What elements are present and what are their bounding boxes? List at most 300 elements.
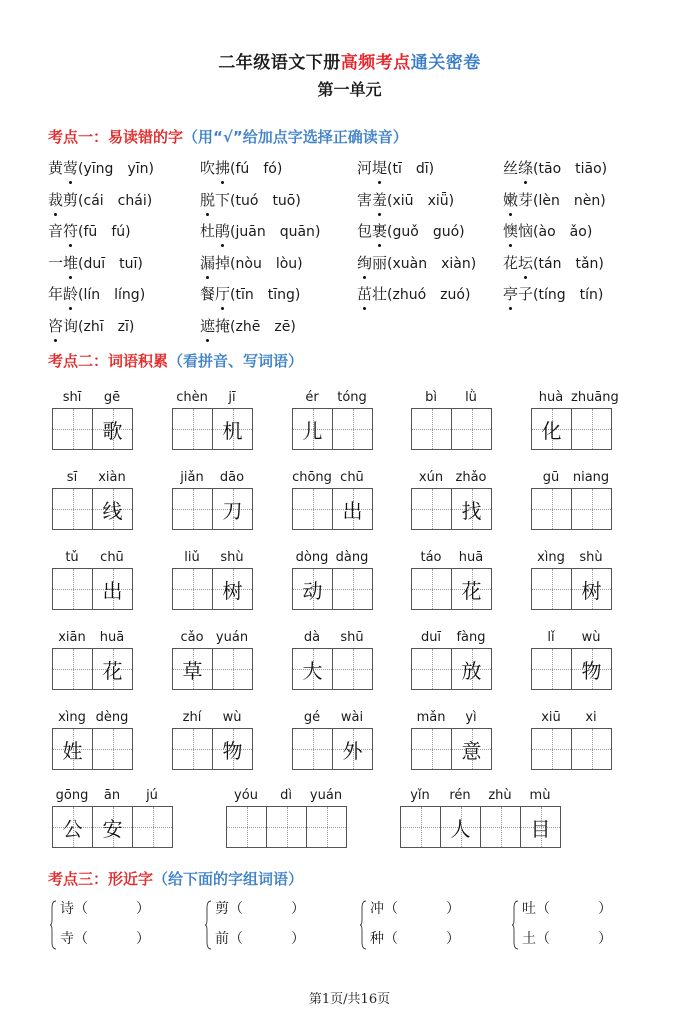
pinyin: zhuāng <box>571 390 619 405</box>
title-highlight-red: 高频考点 <box>340 53 411 73</box>
pinyin-option-1[interactable]: zhē <box>235 318 261 335</box>
pinyin: xiàn <box>98 470 126 485</box>
pinyin: tǔ <box>65 550 79 565</box>
word-writing-box <box>52 710 133 770</box>
writing-cell[interactable] <box>213 649 252 689</box>
writing-cell[interactable] <box>481 807 521 847</box>
writing-cell[interactable] <box>401 807 441 847</box>
pinyin-option-2[interactable]: tīng <box>267 287 295 303</box>
pinyin-row <box>226 788 347 806</box>
given-char: 找 <box>461 498 482 523</box>
word-writing-box <box>292 710 373 770</box>
pinyin-option-2[interactable]: líng <box>114 287 140 303</box>
writing-cell[interactable] <box>293 409 333 449</box>
writing-cell[interactable] <box>173 569 213 609</box>
word-line-bottom[interactable] <box>522 928 612 948</box>
word-line-top[interactable] <box>60 898 150 918</box>
pinyin-option-1[interactable]: yīng <box>83 161 114 177</box>
pinyin-option-2[interactable]: xiǖ <box>427 192 449 209</box>
char-bottom: 种（ <box>370 931 398 947</box>
writing-cell[interactable] <box>93 649 132 689</box>
pinyin-row <box>411 550 492 568</box>
pinyin-option-1[interactable]: tāo <box>538 161 562 177</box>
writing-cell[interactable] <box>213 489 252 529</box>
writing-cell[interactable] <box>213 409 252 449</box>
given-char: 草 <box>182 658 203 683</box>
writing-cell[interactable] <box>532 649 572 689</box>
writing-cell[interactable] <box>572 649 611 689</box>
pinyin: yóu <box>234 788 258 803</box>
char-1: 一 <box>48 253 64 272</box>
word <box>48 283 78 304</box>
given-char: 儿 <box>302 418 323 443</box>
pinyin-option-2[interactable]: ǎo <box>569 224 587 240</box>
given-char: 放 <box>461 658 482 683</box>
word-line-top[interactable] <box>215 898 305 918</box>
writing-cell[interactable] <box>293 489 333 529</box>
writing-cell[interactable] <box>173 729 213 769</box>
char-1: 吹 <box>200 159 216 177</box>
char-1: 亭 <box>503 285 519 303</box>
writing-cell[interactable] <box>333 409 372 449</box>
writing-cell[interactable] <box>133 807 172 847</box>
tianzige-cells <box>411 568 492 610</box>
pinyin: huā <box>458 550 484 565</box>
pinyin-option-2[interactable]: tuō <box>272 192 296 209</box>
tianzige-cells <box>292 568 373 610</box>
similar-char-pair <box>360 898 490 956</box>
given-char: 树 <box>222 578 243 603</box>
pinyin-option-1[interactable]: zhuó <box>392 287 427 303</box>
title-highlight-blue: 通关密卷 <box>410 53 481 73</box>
writing-cell[interactable] <box>532 489 572 529</box>
char-1: 裁 <box>48 190 64 209</box>
pinyin: xiū <box>541 710 561 725</box>
word-line-bottom[interactable] <box>215 928 305 948</box>
word-writing-box <box>531 390 619 450</box>
paren-close: ） <box>291 901 305 917</box>
char-2: 壮 <box>372 285 388 303</box>
pinyin-row <box>411 710 492 728</box>
writing-cell[interactable] <box>333 489 372 529</box>
word-writing-box <box>292 630 373 690</box>
pinyin-choice-item: 杜鹃(juān quān) <box>200 222 321 240</box>
pinyin-option-2[interactable]: tín <box>579 287 598 303</box>
pinyin-option-2[interactable]: xiàn <box>441 255 471 272</box>
given-char: 花 <box>102 658 123 683</box>
pinyin-option-2[interactable]: tǎn <box>575 255 599 272</box>
pinyin-row <box>531 710 612 728</box>
writing-cell[interactable] <box>572 409 611 449</box>
pinyin-choice-item: 漏掉(nòu lòu) <box>200 253 303 272</box>
pinyin-option-1[interactable]: tuó <box>235 192 259 209</box>
writing-cell[interactable] <box>293 569 333 609</box>
pinyin: chōng <box>292 470 332 485</box>
writing-cell[interactable] <box>173 649 213 689</box>
pinyin: gōng <box>55 788 89 803</box>
pinyin-option-1[interactable]: xuàn <box>392 255 428 272</box>
word <box>357 220 387 241</box>
writing-cell[interactable] <box>412 409 452 449</box>
char-1: 包 <box>357 222 373 240</box>
word <box>200 315 230 336</box>
pinyin-row <box>292 710 373 728</box>
pinyin: dà <box>303 630 321 645</box>
writing-cell[interactable] <box>93 489 132 529</box>
pinyin-row <box>172 710 253 728</box>
word-writing-box <box>292 470 373 530</box>
writing-cell[interactable] <box>93 409 132 449</box>
pinyin-option-2[interactable]: zuó <box>440 287 465 303</box>
page-number: 第1页/共16页 <box>308 992 391 1007</box>
pinyin: huā <box>99 630 125 645</box>
word-writing-box <box>172 390 253 450</box>
given-char: 刀 <box>222 498 243 523</box>
tianzige-cells <box>52 568 133 610</box>
pinyin-option-1[interactable]: tī <box>392 161 402 177</box>
title-main: 二年级语文下册 <box>218 53 341 73</box>
pinyin: duī <box>420 630 442 645</box>
pinyin-option-1[interactable]: duī <box>83 255 106 272</box>
writing-cell[interactable] <box>53 729 93 769</box>
writing-cell[interactable] <box>307 807 346 847</box>
writing-cell[interactable] <box>93 729 132 769</box>
char-2: 厅 <box>215 285 231 303</box>
pinyin-choice-item: 音符(fū fú) <box>48 222 131 240</box>
pinyin-option-1[interactable]: xiū <box>392 192 414 209</box>
word <box>357 189 387 210</box>
word <box>200 283 230 304</box>
tianzige-cells <box>411 648 492 690</box>
word-writing-box <box>172 630 253 690</box>
writing-cell[interactable] <box>452 409 491 449</box>
pinyin-row <box>292 550 373 568</box>
pinyin-row <box>52 470 133 488</box>
pinyin-option-2[interactable]: guó <box>432 224 460 240</box>
char-1: 黄 <box>48 159 64 177</box>
pinyin-option-1[interactable]: tīn <box>235 287 254 303</box>
section1-instruction: （用“√”给加点字选择正确读音） <box>183 128 408 146</box>
writing-cell[interactable] <box>333 649 372 689</box>
pinyin-option-1[interactable]: guǒ <box>392 224 419 240</box>
char-top: 吐（ <box>522 901 550 917</box>
tianzige-cells <box>411 728 492 770</box>
paren-close: ） <box>446 931 460 947</box>
pinyin-option-1[interactable]: ào <box>538 224 556 240</box>
pinyin-option-1[interactable]: lín <box>83 287 101 303</box>
char-1: 咨 <box>48 316 64 335</box>
word <box>503 157 533 178</box>
writing-cell[interactable] <box>412 649 452 689</box>
char-1: 年 <box>48 285 64 303</box>
pinyin-row <box>52 710 133 728</box>
given-char: 公 <box>62 816 83 841</box>
pinyin-option-1[interactable]: tíng <box>538 287 566 303</box>
pinyin: shī <box>62 390 82 405</box>
word-line-bottom[interactable] <box>60 928 150 948</box>
writing-cell[interactable] <box>412 729 452 769</box>
pinyin-choice-item: 懊恼(ào ǎo) <box>503 222 593 240</box>
pinyin-choice-item: 嫩芽(lèn nèn) <box>503 190 606 209</box>
pinyin-row <box>172 470 253 488</box>
pinyin-option-1[interactable]: juān <box>235 224 266 240</box>
tianzige-cells <box>52 728 133 770</box>
char-2: 莺 <box>63 159 79 177</box>
writing-cell[interactable] <box>441 807 481 847</box>
writing-cell[interactable] <box>333 729 372 769</box>
writing-cell[interactable] <box>53 409 93 449</box>
pinyin-option-2[interactable]: chái <box>117 192 147 209</box>
pinyin: dòng <box>295 550 329 565</box>
writing-cell[interactable] <box>267 807 307 847</box>
writing-cell[interactable] <box>572 729 611 769</box>
given-char: 花 <box>461 578 482 603</box>
writing-cell[interactable] <box>293 649 333 689</box>
section2-instruction: （看拼音、写词语） <box>168 352 304 370</box>
pinyin-row <box>52 788 173 806</box>
pinyin: gé <box>303 710 321 725</box>
pinyin: xún <box>418 470 444 485</box>
pinyin: shù <box>220 550 244 565</box>
char-1: 绚 <box>357 253 373 272</box>
char-1: 音 <box>48 222 64 240</box>
word <box>503 252 533 273</box>
paren-close: ） <box>136 931 150 947</box>
word-line-top[interactable] <box>522 898 612 918</box>
word <box>200 189 230 210</box>
writing-cell[interactable] <box>452 489 491 529</box>
char-2: 堤 <box>372 159 388 177</box>
pinyin-choice-item: 一堆(duī tuī) <box>48 253 143 272</box>
writing-cell[interactable] <box>572 569 611 609</box>
pinyin-option-2[interactable]: tiāo <box>575 161 602 177</box>
char-top: 诗（ <box>60 901 88 917</box>
tianzige-cells <box>400 806 561 848</box>
similar-char-pair <box>512 898 642 956</box>
writing-cell[interactable] <box>53 489 93 529</box>
given-char: 出 <box>102 578 123 603</box>
pinyin-option-1[interactable]: fū <box>83 224 98 240</box>
writing-cell[interactable] <box>93 807 133 847</box>
word-writing-box <box>531 470 612 530</box>
given-char: 大 <box>302 658 323 683</box>
char-2: 恼 <box>518 222 534 240</box>
given-char: 物 <box>581 658 602 683</box>
writing-cell[interactable] <box>333 569 372 609</box>
pinyin-choice-item: 花坛(tán tǎn) <box>503 253 604 272</box>
pinyin-option-1[interactable]: zhī <box>83 318 104 335</box>
char-2: 剪 <box>63 190 79 209</box>
pinyin-option-2[interactable]: fú <box>111 224 126 240</box>
pinyin: wù <box>581 630 601 645</box>
pinyin-choice-item: 咨询(zhī zī) <box>48 316 135 335</box>
pinyin-row <box>531 630 612 648</box>
writing-cell[interactable] <box>293 729 333 769</box>
char-1: 丝 <box>503 159 519 177</box>
writing-cell[interactable] <box>452 649 491 689</box>
pinyin-choice-item: 河堤(tī dī) <box>357 159 435 177</box>
char-2: 坛 <box>518 253 534 272</box>
given-char: 出 <box>342 498 363 523</box>
pinyin-choice-item: 丝绦(tāo tiāo) <box>503 159 608 177</box>
paren-close: ） <box>598 931 612 947</box>
pinyin-option-2[interactable]: nèn <box>573 192 601 209</box>
char-1: 河 <box>357 159 373 177</box>
writing-cell[interactable] <box>412 569 452 609</box>
pinyin: yì <box>465 710 477 725</box>
writing-cell[interactable] <box>412 489 452 529</box>
pinyin-row <box>172 390 253 408</box>
pinyin: lǜ <box>465 390 477 405</box>
tianzige-cells <box>52 488 133 530</box>
writing-cell[interactable] <box>532 729 572 769</box>
pinyin: tóng <box>337 390 367 405</box>
writing-cell[interactable] <box>173 409 213 449</box>
pinyin-choice-item: 害羞(xiū xiǖ) <box>357 190 455 209</box>
pinyin: ér <box>305 390 319 405</box>
char-1: 餐 <box>200 285 216 303</box>
word-writing-box <box>226 788 347 848</box>
writing-cell[interactable] <box>93 569 132 609</box>
pinyin: xìng <box>58 710 86 725</box>
pinyin-option-2[interactable]: dī <box>415 161 429 177</box>
pinyin: lǐ <box>547 630 555 645</box>
writing-cell[interactable] <box>213 729 252 769</box>
pinyin: sī <box>66 470 78 485</box>
pinyin-choice-item: 脱下(tuó tuō) <box>200 190 301 209</box>
pinyin-option-2[interactable]: zī <box>117 318 129 335</box>
brace-icon <box>360 900 366 950</box>
pinyin-option-2[interactable]: fó <box>263 161 277 177</box>
word-writing-box <box>172 470 253 530</box>
pinyin-choice-item: 吹拂(fú fó) <box>200 159 283 177</box>
pinyin-choice-item: 餐厅(tīn tīng) <box>200 285 301 303</box>
brace-icon <box>50 900 56 950</box>
pinyin-choice-item: 年龄(lín líng) <box>48 285 146 303</box>
tianzige-cells <box>172 568 253 610</box>
writing-cell[interactable] <box>53 807 93 847</box>
word <box>48 220 78 241</box>
tianzige-cells <box>172 728 253 770</box>
pinyin-row <box>531 470 612 488</box>
pinyin-option-1[interactable]: cái <box>83 192 104 209</box>
pinyin-option-1[interactable]: tán <box>538 255 562 272</box>
char-bottom: 土（ <box>522 931 550 947</box>
word-writing-box <box>292 550 373 610</box>
writing-cell[interactable] <box>53 569 93 609</box>
char-2: 龄 <box>63 285 79 303</box>
tianzige-cells <box>531 648 612 690</box>
similar-char-pair <box>205 898 335 956</box>
given-char: 动 <box>302 578 323 603</box>
unit-title: 第一单元 <box>317 80 382 99</box>
writing-cell[interactable] <box>532 409 572 449</box>
char-2: 掩 <box>215 316 231 335</box>
tianzige-cells <box>52 408 133 450</box>
pinyin-option-2[interactable]: yīn <box>127 161 149 177</box>
pinyin: táo <box>420 550 442 565</box>
brace-icon <box>512 900 518 950</box>
pinyin: wù <box>222 710 242 725</box>
writing-cell[interactable] <box>572 489 611 529</box>
writing-cell[interactable] <box>213 569 252 609</box>
writing-cell[interactable] <box>53 649 93 689</box>
pinyin-row <box>531 550 612 568</box>
pinyin-choice-item: 黄莺(yīng yīn) <box>48 159 154 177</box>
writing-cell[interactable] <box>521 807 560 847</box>
section1-label: 考点一：易读错的字 <box>48 128 184 146</box>
given-char: 安 <box>102 816 123 841</box>
pinyin-option-2[interactable]: lòu <box>275 255 298 272</box>
word <box>48 315 78 336</box>
pinyin: huà <box>538 390 564 405</box>
tianzige-cells <box>531 728 612 770</box>
char-2: 丽 <box>372 253 388 272</box>
pinyin-choice-item: 遮掩(zhē zē) <box>200 316 296 335</box>
given-char: 人 <box>450 816 471 841</box>
pinyin: yuán <box>215 630 249 645</box>
pinyin: chū <box>100 550 124 565</box>
pinyin-option-2[interactable]: tuī <box>119 255 138 272</box>
pinyin: gē <box>103 390 121 405</box>
writing-cell[interactable] <box>452 729 491 769</box>
word-writing-box <box>411 550 492 610</box>
given-char: 姓 <box>62 738 83 763</box>
writing-cell[interactable] <box>532 569 572 609</box>
char-1: 害 <box>357 190 373 209</box>
pinyin: ān <box>103 788 121 803</box>
tianzige-cells <box>292 408 373 450</box>
word-writing-box <box>52 788 173 848</box>
section3-label: 考点三：形近字 <box>48 870 154 888</box>
char-2: 子 <box>518 285 534 303</box>
paren-close: ） <box>598 901 612 917</box>
pinyin: wài <box>340 710 364 725</box>
pinyin-option-1[interactable]: nòu <box>235 255 262 272</box>
word-writing-box <box>411 630 492 690</box>
section3-instruction: （给下面的字组词语） <box>153 870 304 888</box>
writing-cell[interactable] <box>173 489 213 529</box>
pinyin-option-1[interactable]: fú <box>235 161 250 177</box>
pinyin-row <box>411 390 492 408</box>
word <box>200 157 230 178</box>
pinyin-option-2[interactable]: quān <box>279 224 315 240</box>
section2-label: 考点二：词语积累 <box>48 352 169 370</box>
word-writing-box <box>411 470 492 530</box>
writing-cell[interactable] <box>452 569 491 609</box>
word-writing-box <box>531 710 612 770</box>
word-writing-box <box>52 470 133 530</box>
tianzige-cells <box>52 806 173 848</box>
char-1: 杜 <box>200 222 216 240</box>
pinyin: niang <box>572 470 610 485</box>
pinyin: jī <box>228 390 236 405</box>
word <box>503 220 533 241</box>
pinyin: zhí <box>182 710 202 725</box>
word <box>200 252 230 273</box>
pinyin-row <box>172 630 253 648</box>
char-2: 裹 <box>372 222 388 240</box>
pinyin: xi <box>585 710 597 725</box>
word-line-bottom[interactable] <box>370 928 460 948</box>
word-line-top[interactable] <box>370 898 460 918</box>
pinyin-option-2[interactable]: zē <box>274 318 291 335</box>
pinyin-option-1[interactable]: lèn <box>538 192 560 209</box>
word-writing-box <box>172 710 253 770</box>
writing-cell[interactable] <box>227 807 267 847</box>
pinyin: xiān <box>58 630 86 645</box>
tianzige-cells <box>292 728 373 770</box>
